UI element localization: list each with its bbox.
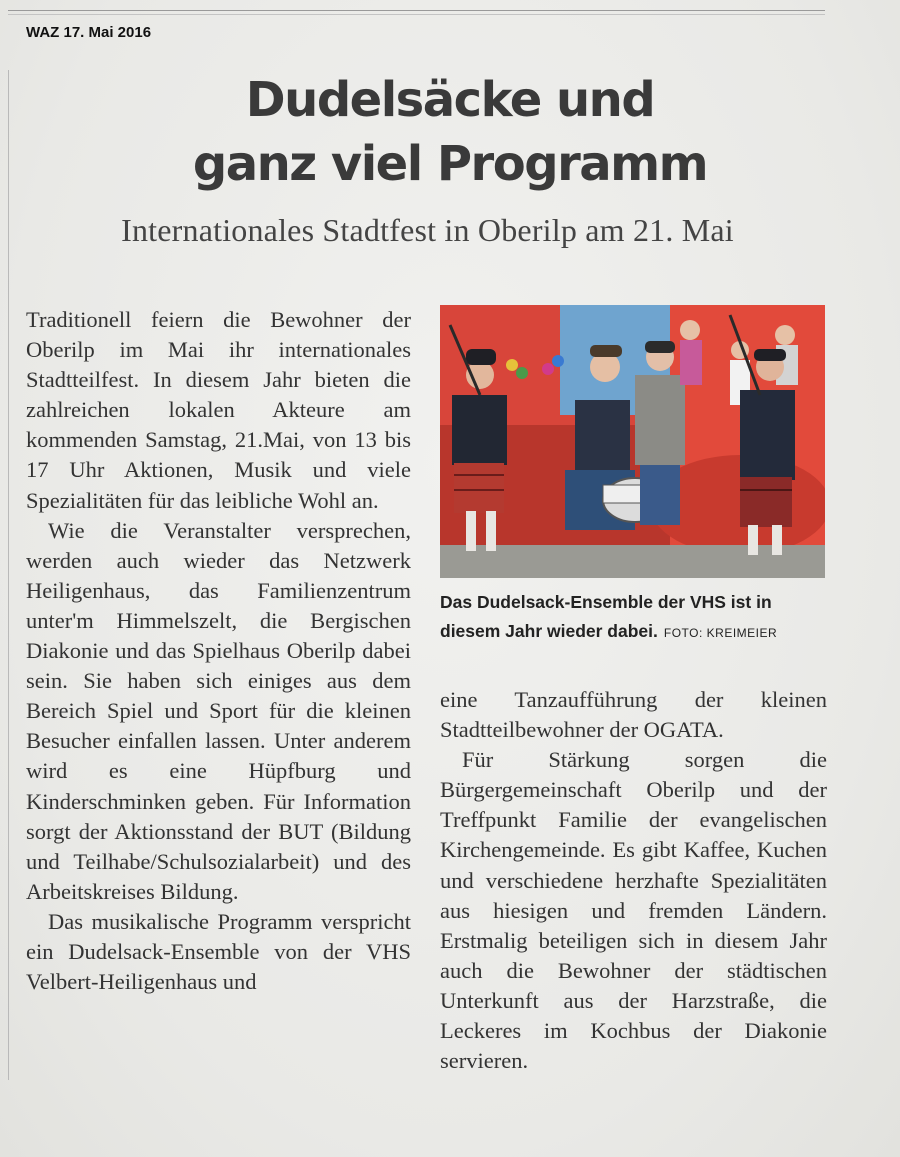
article-column-2: [440, 685, 827, 1076]
photo-credit: FOTO: KREIMEIER: [663, 626, 778, 640]
photo-caption: [440, 588, 830, 648]
headline-line-2: ganz viel Programm: [192, 136, 708, 192]
subheadline: Internationales Stadtfest in Oberilp am 21. Mai: [121, 212, 734, 248]
top-rule-secondary: [8, 14, 825, 15]
paragraph-2: Wie die Veranstalter versprechen, werden auch wieder das Netzwerk Heiligenhaus, das Familienzentrum unter'm Himmelszelt, die Bergischen Diakonie und das Spielhaus Oberilp dabei sein. Sie haben sich einiges aus dem Bereich Spiel und Sport für die kleinen Besucher einfallen lassen. Unter anderem wird es eine Hüpfburg und Kinderschminken geben. Für Information sorgt der Aktionsstand der BUT (Bildung und Teilhabe/Schulsozialarbeit) und des Arbeitskreises Bildung.: [26, 517, 411, 904]
paragraph-1: Traditionell feiern die Bewohner der Oberilp im Mai ihr internationales Stadtteilfest. In diesem Jahr bieten die zahlreichen lokalen Akteure am kommenden Samstag, 21.Mai, von 13 bis 17 Uhr Aktionen, Musik und viele Spezialitäten für das leibliche Wohl an.: [26, 307, 411, 513]
bagpipe-ensemble-photo: [440, 305, 825, 578]
photo-illustration: [440, 305, 825, 578]
headline-line-1: Dudelsäcke und: [245, 72, 655, 128]
top-rule: [8, 10, 825, 11]
paragraph-3: Das musikalische Programm verspricht ein Dudelsack-Ensemble von der VHS Velbert-Heiligenhaus und: [26, 908, 411, 995]
source-line: WAZ 17. Mai 2016: [26, 24, 152, 41]
paragraph-5: Für Stärkung sorgen die Bürgergemeinschaft Oberilp und der Treffpunkt Familie der evangelischen Kirchengemeinde. Es gibt Kaffee, Kuchen und verschiedene herzhafte Spezialitäten aus hiesigen und fremden Ländern. Erstmalig beteiligen sich in diesem Jahr auch die Bewohner der städtischen Unterkunft aus der Harzstraße, die Leckeres im Kochbus der Diakonie servieren.: [440, 747, 827, 1074]
paragraph-4: eine Tanzaufführung der kleinen Stadtteilbewohner der OGATA.: [440, 687, 827, 743]
article-column-1: [26, 305, 411, 997]
photo-caption-text: Das Dudelsack-Ensemble der VHS ist in diesem Jahr wieder dabei.: [440, 592, 772, 641]
headline: [0, 68, 900, 196]
